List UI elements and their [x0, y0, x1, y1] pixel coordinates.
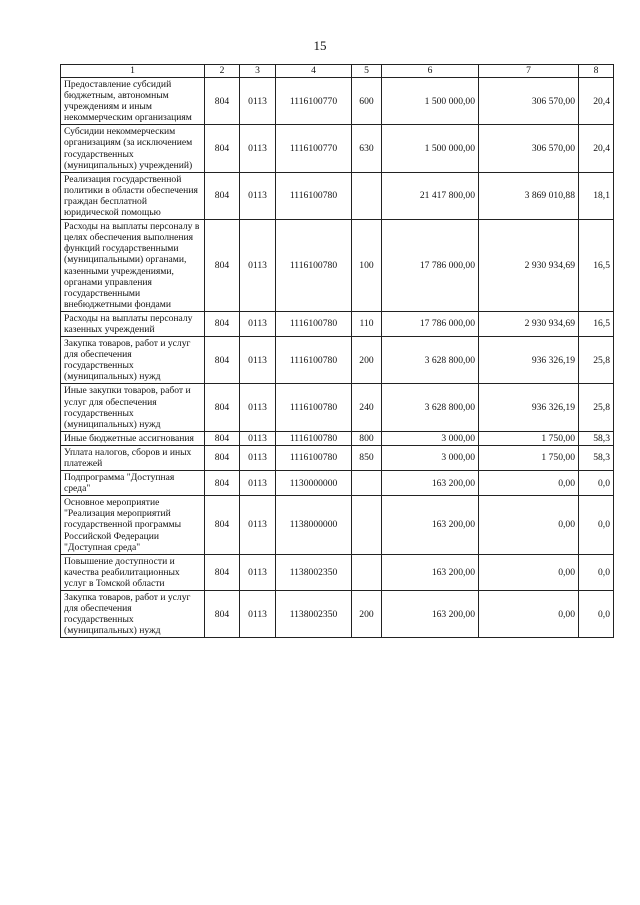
table-row: [61, 78, 614, 125]
expense-type-cell: 630: [352, 125, 382, 172]
admin-code-cell: 804: [205, 78, 240, 125]
planned-amount-cell: 163 200,00: [382, 554, 479, 590]
column-header: 4: [276, 65, 352, 78]
percent-cell: 25,8: [579, 337, 614, 384]
row-name-cell: Предоставление субсидий бюджетным, автономным учреждениям и иным некоммерческим организациям: [61, 78, 205, 125]
expense-type-cell: [352, 554, 382, 590]
row-name-cell: Расходы на выплаты персоналу в целях обеспечения выполнения функций государственными (муниципальными) органами, казенными учреждениями, органами управления государственными внебюджетными фондами: [61, 220, 205, 312]
percent-cell: 0,0: [579, 591, 614, 638]
expense-type-cell: 200: [352, 591, 382, 638]
row-name-cell: Уплата налогов, сборов и иных платежей: [61, 445, 205, 470]
header-row: [61, 65, 614, 78]
column-header: 1: [61, 65, 205, 78]
table-row: [61, 311, 614, 336]
table-row: [61, 496, 614, 554]
planned-amount-cell: 1 500 000,00: [382, 125, 479, 172]
planned-amount-cell: 3 000,00: [382, 445, 479, 470]
executed-amount-cell: 936 326,19: [479, 337, 579, 384]
section-code-cell: 0113: [240, 384, 276, 431]
target-article-cell: 1138000000: [276, 496, 352, 554]
target-article-cell: 1116100770: [276, 125, 352, 172]
planned-amount-cell: 17 786 000,00: [382, 311, 479, 336]
section-code-cell: 0113: [240, 337, 276, 384]
column-header: 5: [352, 65, 382, 78]
executed-amount-cell: 3 869 010,88: [479, 172, 579, 219]
expense-type-cell: 800: [352, 431, 382, 445]
table-row: [61, 431, 614, 445]
expense-type-cell: 600: [352, 78, 382, 125]
admin-code-cell: 804: [205, 445, 240, 470]
percent-cell: 16,5: [579, 220, 614, 312]
executed-amount-cell: 306 570,00: [479, 78, 579, 125]
column-header: 7: [479, 65, 579, 78]
percent-cell: 58,3: [579, 431, 614, 445]
section-code-cell: 0113: [240, 431, 276, 445]
planned-amount-cell: 3 000,00: [382, 431, 479, 445]
target-article-cell: 1116100780: [276, 337, 352, 384]
expense-type-cell: [352, 172, 382, 219]
admin-code-cell: 804: [205, 220, 240, 312]
section-code-cell: 0113: [240, 591, 276, 638]
section-code-cell: 0113: [240, 311, 276, 336]
table-body: [61, 78, 614, 638]
admin-code-cell: 804: [205, 125, 240, 172]
admin-code-cell: 804: [205, 496, 240, 554]
admin-code-cell: 804: [205, 384, 240, 431]
section-code-cell: 0113: [240, 496, 276, 554]
section-code-cell: 0113: [240, 172, 276, 219]
page-number: 15: [313, 38, 327, 53]
expense-type-cell: 850: [352, 445, 382, 470]
expense-type-cell: 240: [352, 384, 382, 431]
row-name-cell: Закупка товаров, работ и услуг для обеспечения государственных (муниципальных) нужд: [61, 591, 205, 638]
admin-code-cell: 804: [205, 591, 240, 638]
section-code-cell: 0113: [240, 554, 276, 590]
percent-cell: 0,0: [579, 554, 614, 590]
row-name-cell: Основное мероприятие "Реализация мероприятий государственной программы Российской Федерации "Доступная среда": [61, 496, 205, 554]
planned-amount-cell: 3 628 800,00: [382, 384, 479, 431]
executed-amount-cell: 306 570,00: [479, 125, 579, 172]
row-name-cell: Повышение доступности и качества реабилитационных услуг в Томской области: [61, 554, 205, 590]
table-row: [61, 591, 614, 638]
table-row: [61, 445, 614, 470]
planned-amount-cell: 1 500 000,00: [382, 78, 479, 125]
planned-amount-cell: 21 417 800,00: [382, 172, 479, 219]
executed-amount-cell: 1 750,00: [479, 431, 579, 445]
target-article-cell: 1116100770: [276, 78, 352, 125]
target-article-cell: 1116100780: [276, 384, 352, 431]
percent-cell: 16,5: [579, 311, 614, 336]
admin-code-cell: 804: [205, 554, 240, 590]
row-name-cell: Иные бюджетные ассигнования: [61, 431, 205, 445]
percent-cell: 0,0: [579, 496, 614, 554]
column-header: 8: [579, 65, 614, 78]
expense-type-cell: [352, 496, 382, 554]
planned-amount-cell: 163 200,00: [382, 496, 479, 554]
row-name-cell: Подпрограмма "Доступная среда": [61, 471, 205, 496]
planned-amount-cell: 17 786 000,00: [382, 220, 479, 312]
executed-amount-cell: 0,00: [479, 496, 579, 554]
expense-type-cell: 100: [352, 220, 382, 312]
executed-amount-cell: 936 326,19: [479, 384, 579, 431]
executed-amount-cell: 0,00: [479, 591, 579, 638]
row-name-cell: Расходы на выплаты персоналу казенных учреждений: [61, 311, 205, 336]
target-article-cell: 1116100780: [276, 311, 352, 336]
section-code-cell: 0113: [240, 125, 276, 172]
table-row: [61, 471, 614, 496]
budget-table: [60, 64, 614, 638]
target-article-cell: 1116100780: [276, 220, 352, 312]
executed-amount-cell: 1 750,00: [479, 445, 579, 470]
table-row: [61, 337, 614, 384]
percent-cell: 0,0: [579, 471, 614, 496]
percent-cell: 20,4: [579, 78, 614, 125]
column-header: 6: [382, 65, 479, 78]
section-code-cell: 0113: [240, 471, 276, 496]
section-code-cell: 0113: [240, 445, 276, 470]
expense-type-cell: 200: [352, 337, 382, 384]
executed-amount-cell: 0,00: [479, 554, 579, 590]
planned-amount-cell: 3 628 800,00: [382, 337, 479, 384]
row-name-cell: Иные закупки товаров, работ и услуг для обеспечения государственных (муниципальных) нужд: [61, 384, 205, 431]
target-article-cell: 1138002350: [276, 591, 352, 638]
planned-amount-cell: 163 200,00: [382, 471, 479, 496]
table-row: [61, 172, 614, 219]
admin-code-cell: 804: [205, 471, 240, 496]
executed-amount-cell: 2 930 934,69: [479, 311, 579, 336]
table-row: [61, 220, 614, 312]
expense-type-cell: 110: [352, 311, 382, 336]
section-code-cell: 0113: [240, 220, 276, 312]
row-name-cell: Реализация государственной политики в области обеспечения граждан бесплатной юридической помощью: [61, 172, 205, 219]
executed-amount-cell: 2 930 934,69: [479, 220, 579, 312]
row-name-cell: Закупка товаров, работ и услуг для обеспечения государственных (муниципальных) нужд: [61, 337, 205, 384]
row-name-cell: Субсидии некоммерческим организациям (за исключением государственных (муниципальных) учреждений): [61, 125, 205, 172]
section-code-cell: 0113: [240, 78, 276, 125]
table-row: [61, 125, 614, 172]
admin-code-cell: 804: [205, 337, 240, 384]
admin-code-cell: 804: [205, 311, 240, 336]
admin-code-cell: 804: [205, 172, 240, 219]
percent-cell: 18,1: [579, 172, 614, 219]
column-header: 2: [205, 65, 240, 78]
percent-cell: 20,4: [579, 125, 614, 172]
column-header: 3: [240, 65, 276, 78]
target-article-cell: 1138002350: [276, 554, 352, 590]
table-row: [61, 554, 614, 590]
target-article-cell: 1116100780: [276, 172, 352, 219]
executed-amount-cell: 0,00: [479, 471, 579, 496]
target-article-cell: 1116100780: [276, 431, 352, 445]
planned-amount-cell: 163 200,00: [382, 591, 479, 638]
table-row: [61, 384, 614, 431]
percent-cell: 25,8: [579, 384, 614, 431]
expense-type-cell: [352, 471, 382, 496]
target-article-cell: 1116100780: [276, 445, 352, 470]
percent-cell: 58,3: [579, 445, 614, 470]
target-article-cell: 1130000000: [276, 471, 352, 496]
admin-code-cell: 804: [205, 431, 240, 445]
